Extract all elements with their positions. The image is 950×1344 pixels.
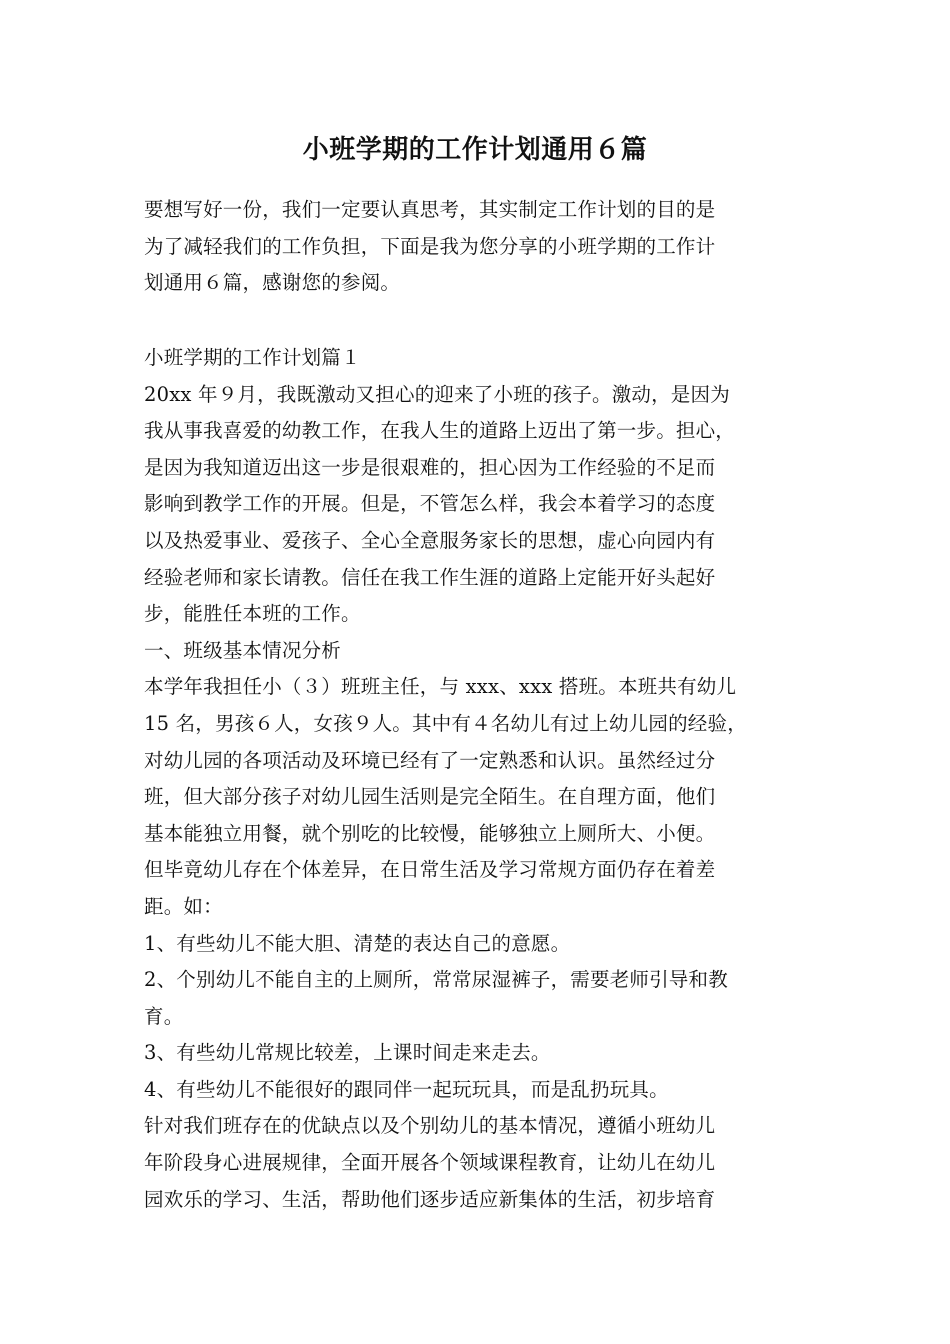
document-title: 小班学期的工作计划通用６篇 [302,135,648,165]
intro-line: 要想写好一份，我们一定要认真思考，其实制定工作计划的目的是 [144,198,716,221]
list-item: 3、有些幼儿常规比较差，上课时间走来走去。 [144,1041,551,1065]
body-line: 步，能胜任本班的工作。 [144,602,361,626]
body-line: 是因为我知道迈出这一步是很艰难的，担心因为工作经验的不足而 [144,455,716,479]
body-line: 班，但大部分孩子对幼儿园生活则是完全陌生。在自理方面，他们 [144,785,716,809]
body-line: 本学年我担任小（３）班班主任，与 xxx、xxx 搭班。本班共有幼儿 [144,675,737,699]
body-line: 园欢乐的学习、生活，帮助他们逐步适应新集体的生活，初步培育 [144,1187,716,1211]
list-item-continuation: 育。 [144,1004,184,1028]
list-item: 4、有些幼儿不能很好的跟同伴一起玩玩具，而是乱扔玩具。 [144,1077,669,1101]
list-item: 1、有些幼儿不能大胆、清楚的表达自己的意愿。 [144,931,571,955]
body-line: 年阶段身心进展规律，全面开展各个领域课程教育，让幼儿在幼儿 [144,1151,716,1175]
subsection-heading: 一、班级基本情况分析 [144,638,342,662]
body-line: 影响到教学工作的开展。但是，不管怎么样，我会本着学习的态度 [144,492,716,516]
intro-line: 划通用６篇，感谢您的参阅。 [144,271,401,295]
body-line: 对幼儿园的各项活动及环境已经有了一定熟悉和认识。虽然经过分 [144,748,716,772]
body-line: 20xx 年９月，我既激动又担心的迎来了小班的孩子。激动，是因为 [144,382,730,406]
body-line: 以及热爱事业、爱孩子、全心全意服务家长的思想，虚心向园内有 [144,528,716,552]
body-line: 针对我们班存在的优缺点以及个别幼儿的基本情况，遵循小班幼儿 [144,1114,716,1138]
body-section [144,340,814,1218]
body-line: 基本能独立用餐，就个别吃的比较慢，能够独立上厕所大、小便。 [144,821,716,845]
body-line: 我从事我喜爱的幼教工作，在我人生的道路上迈出了第一步。担心， [144,419,736,443]
body-line: 距。如： [144,894,223,918]
section-heading: 小班学期的工作计划篇１ [144,346,361,369]
intro-line: 为了减轻我们的工作负担，下面是我为您分享的小班学期的工作计 [144,234,716,258]
body-line: 经验老师和家长请教。信任在我工作生涯的道路上定能开好头起好 [144,565,716,589]
body-line: 15 名，男孩６人，女孩９人。其中有４名幼儿有过上幼儿园的经验， [144,711,747,735]
list-item: 2、个别幼儿不能自主的上厕所，常常尿湿裤子，需要老师引导和教 [144,968,728,992]
body-line: 但毕竟幼儿存在个体差异，在日常生活及学习常规方面仍存在着差 [144,858,716,882]
intro-paragraph [144,192,814,302]
